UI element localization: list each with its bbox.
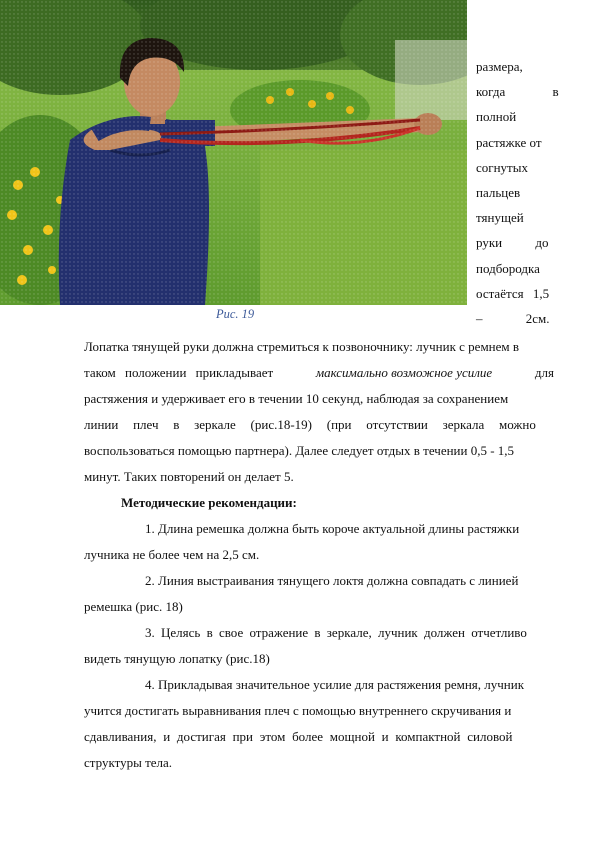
recommendation-item-2-cont: ремешка (рис. 18) [84,599,183,614]
recommendation-item-1-cont: лучника не более чем на 2,5 см. [84,547,260,562]
paragraph-1 [84,334,554,490]
recommendation-item-4-cont: учится достигать выравнивания плеч с помощью внутреннего скручивания и [84,703,512,718]
side-line: руки до [476,235,549,251]
recommendations-heading: Методические рекомендации: [121,495,297,510]
emphasis-text: максимально возможное усилие [315,365,493,380]
recommendation-item-1: 1. Длина ремешка должна быть короче актуальной длины растяжки [145,521,520,536]
side-line: остаётся 1,5 [476,285,550,301]
recommendation-item-3-cont: видеть тянущую лопатку (рис.18) [84,651,270,666]
text-line: воспользоваться помощью партнера). Далее следует отдых в течении 0,5 - 1,5 [84,443,515,458]
figure-caption: Рис. 19 [216,307,255,321]
text-fragment: для [534,365,554,380]
text-line: Лопатка тянущей руки должна стремиться к позвоночнику: лучник с ремнем в [84,339,520,354]
text-line [84,360,554,386]
side-line: размера, [476,59,523,74]
recommendation-item-4-cont: структуры тела. [84,755,173,770]
text-line: растяжения и удерживает его в течении 10 секунд, наблюдая за сохранением [84,391,509,406]
figure-photo [0,0,467,305]
side-line: согнутых [476,159,528,175]
main-text [84,334,554,776]
recommendation-item-4: 4. Прикладывая значительное усилие для растяжения ремня, лучник [145,677,525,692]
side-line: пальцев [476,184,521,200]
side-line: тянущей [476,210,524,226]
side-column-text [476,54,559,331]
archer-band-illustration [0,0,467,305]
side-line: подбородка [476,260,540,276]
recommendation-item-4-cont: сдавливания, и достигая при этом более мощной и компактной силовой [84,729,513,744]
side-line: полной [476,109,517,125]
recommendation-item-3: 3. Целясь в свое отражение в зеркале, лучник должен отчетливо [145,625,527,640]
side-line: когда в [476,84,559,100]
recommendation-item-2: 2. Линия выстраивания тянущего локтя должна совпадать с линией [145,573,519,588]
side-line: растяжке от [476,134,542,150]
side-line: – 2см. [476,310,550,326]
text-fragment: таком положении прикладывает [84,365,274,380]
text-line: линии плеч в зеркале (рис.18-19) (при отсутствии зеркала можно [84,417,536,432]
text-line: минут. Таких повторений он делает 5. [84,469,294,484]
